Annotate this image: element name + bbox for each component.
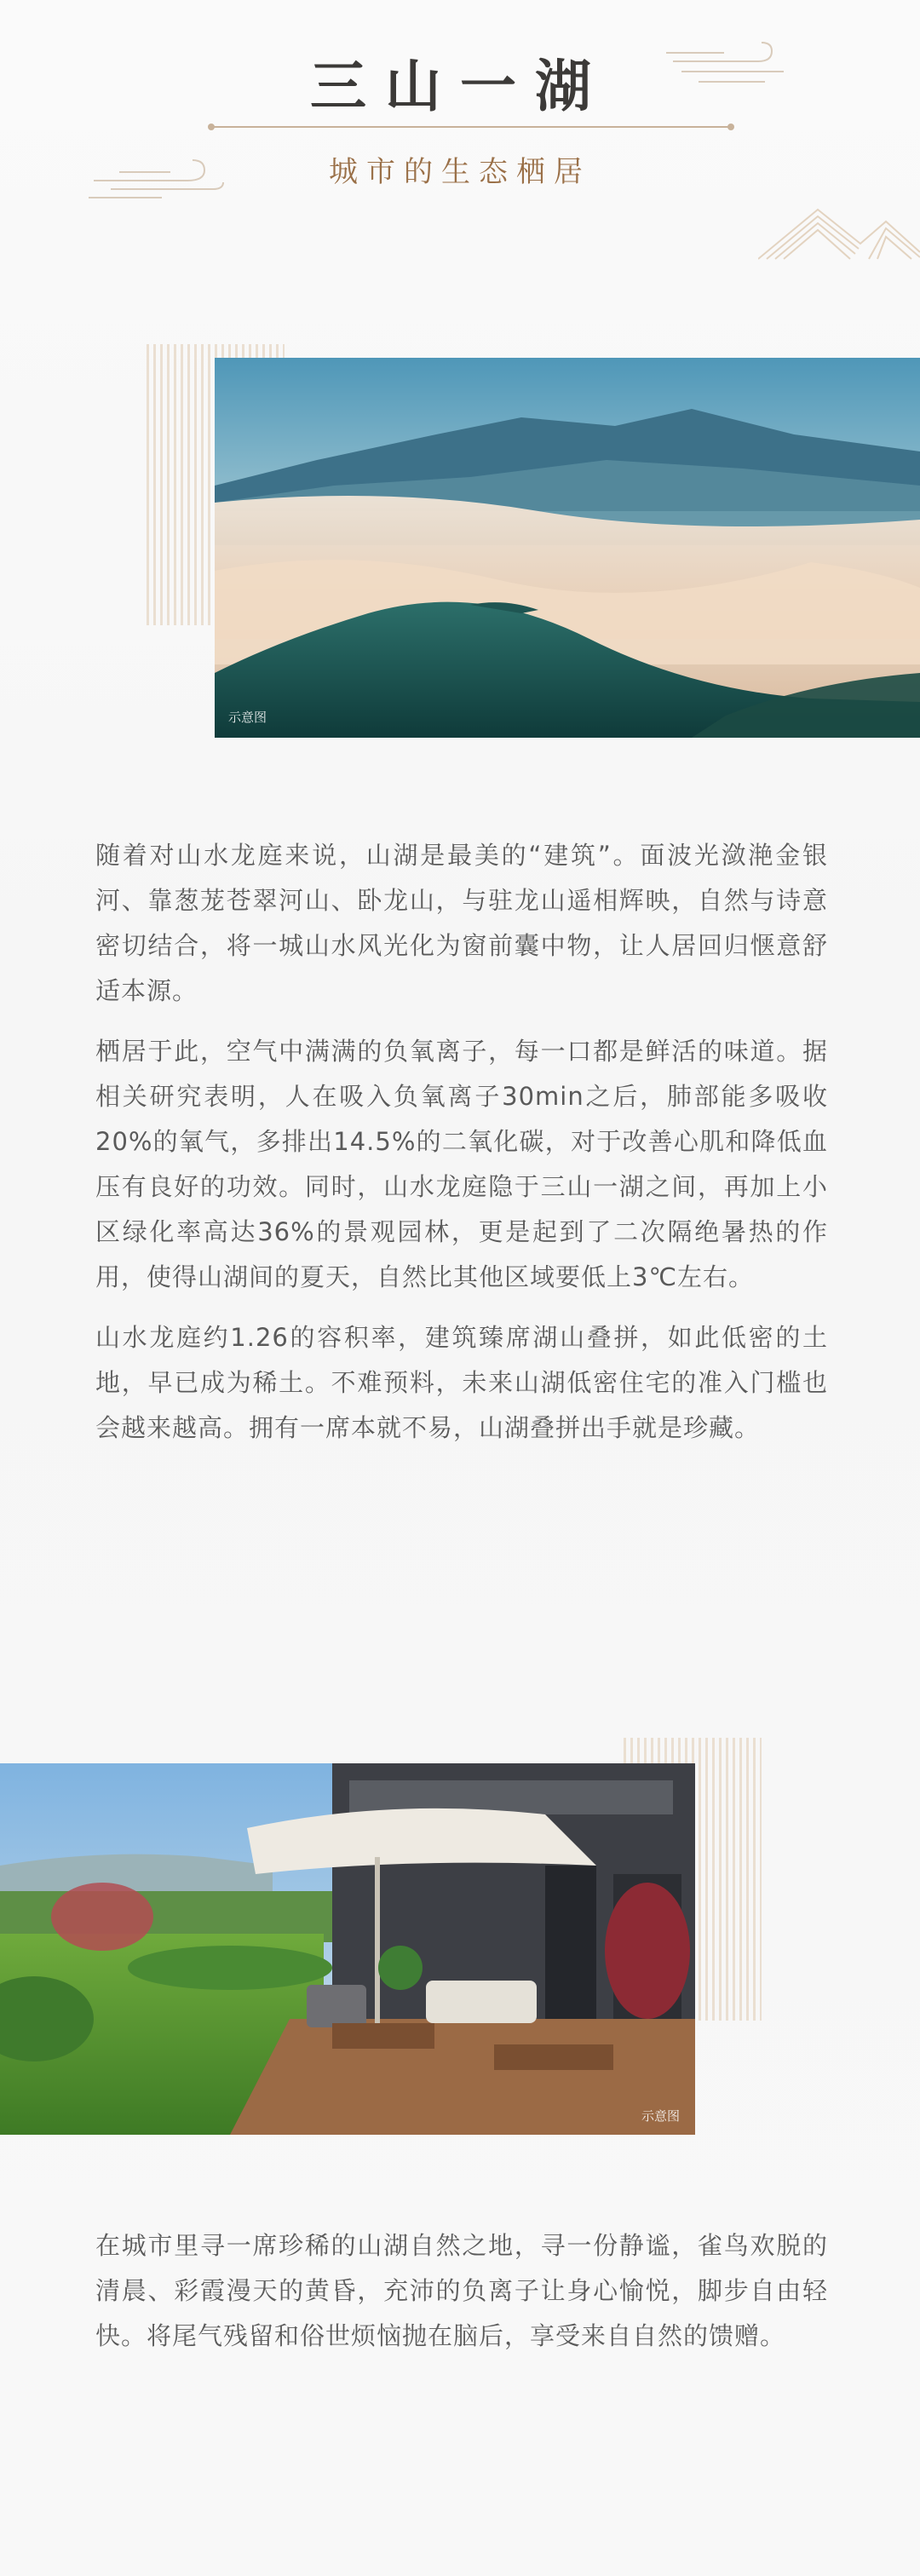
- page-subtitle: 城市的生态栖居: [329, 155, 591, 189]
- closing-text: [95, 2223, 828, 2374]
- title-divider: [211, 126, 731, 128]
- mountain-cloud-image: [215, 358, 920, 738]
- page-title: 三山一湖: [310, 53, 610, 119]
- image-caption: 示意图: [228, 710, 267, 725]
- paragraph-1: 随着对山水龙庭来说，山湖是最美的“建筑”。面波光潋滟金银河、靠葱茏苍翠河山、卧龙山，与驻龙山遥相辉映，自然与诗意密切结合，将一城山水风光化为窗前囊中物，让人居回归惬意舒适本源。: [95, 841, 828, 1005]
- article-body: [95, 833, 828, 1466]
- paragraph-closing: 在城市里寻一席珍稀的山湖自然之地，寻一份静谧，雀鸟欢脱的清晨、彩霞漫天的黄昏，充沛的负离子让身心愉悦，脚步自由轻快。将尾气残留和俗世烦恼抛在脑后，享受来自自然的馈赠。: [95, 2231, 828, 2350]
- image-caption: 示意图: [641, 2108, 680, 2124]
- paragraph-2: 栖居于此，空气中满满的负氧离子，每一口都是鲜活的味道。据相关研究表明，人在吸入负氧离子30min之后，肺部能多吸收20%的氧气，多排出14.5%的二氧化碳，对于改善心肌和降低血压有良好的功效。同时，山水龙庭隐于三山一湖之间，再加上小区绿化率高达36%的景观园林，更是起到了二次隔绝暑热的作用，使得山湖间的夏天，自然比其他区域要低上3℃左右。: [95, 1037, 828, 1291]
- header: [0, 0, 920, 256]
- paragraph-3: 山水龙庭约1.26的容积率，建筑臻席湖山叠拼，如此低密的土地，早已成为稀土。不难预料，未来山湖低密住宅的准入门槛也会越来越高。拥有一席本就不易，山湖叠拼出手就是珍藏。: [95, 1323, 828, 1442]
- mountain-line-decoration: [758, 203, 920, 262]
- villa-terrace-image: [0, 1763, 695, 2135]
